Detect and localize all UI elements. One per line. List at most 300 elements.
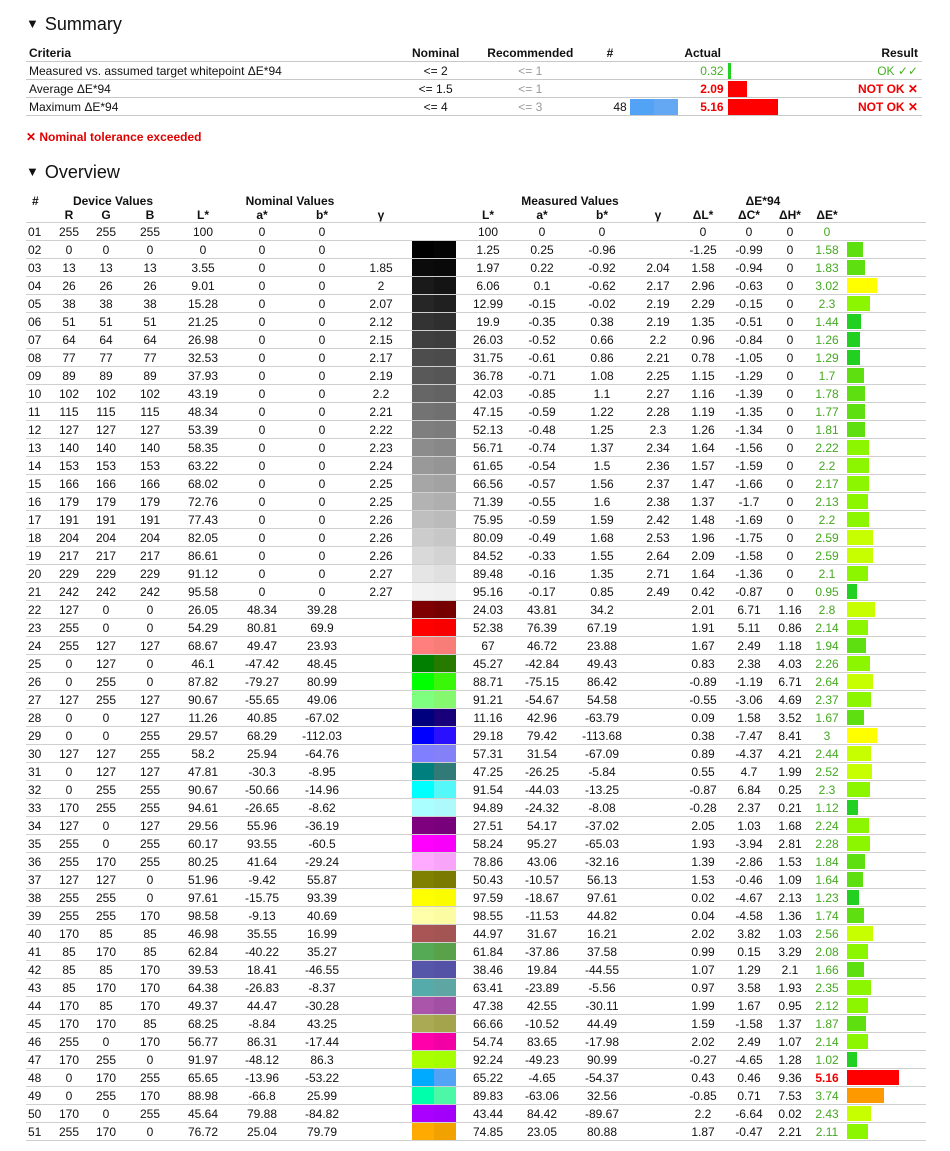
device-g-cell: 77 bbox=[84, 349, 128, 367]
delta-e-cell: 2.13 bbox=[808, 493, 846, 511]
device-g-cell: 255 bbox=[84, 781, 128, 799]
nominal-b-cell: 0 bbox=[290, 493, 354, 511]
delta-c-cell: -0.15 bbox=[726, 295, 772, 313]
delta-c-cell: 2.49 bbox=[726, 1033, 772, 1051]
device-g-cell: 170 bbox=[84, 1015, 128, 1033]
measured-gamma-cell: 2.37 bbox=[636, 475, 680, 493]
delta-c-cell: -2.86 bbox=[726, 853, 772, 871]
color-swatch bbox=[412, 223, 456, 240]
col-delta-c: ΔC* bbox=[738, 208, 760, 222]
device-b-cell: 170 bbox=[128, 997, 172, 1015]
measured-a-cell: 79.42 bbox=[516, 727, 568, 745]
delta-c-cell: 4.7 bbox=[726, 763, 772, 781]
measured-a-cell: 42.96 bbox=[516, 709, 568, 727]
table-row bbox=[26, 295, 926, 313]
nominal-l-cell: 26.05 bbox=[172, 601, 234, 619]
delta-e-bar bbox=[847, 800, 858, 815]
color-swatch-cell bbox=[408, 583, 460, 601]
nominal-tolerance-note: ✕ Nominal tolerance exceeded bbox=[26, 130, 202, 144]
delta-l-cell: 0.42 bbox=[680, 583, 726, 601]
measured-gamma-cell bbox=[636, 745, 680, 763]
nominal-a-cell: 18.41 bbox=[234, 961, 290, 979]
delta-e-cell: 2.14 bbox=[808, 619, 846, 637]
delta-e-bar bbox=[847, 890, 859, 905]
row-number-cell: 05 bbox=[26, 295, 54, 313]
measured-b-cell: -13.25 bbox=[568, 781, 636, 799]
nominal-a-cell: 0 bbox=[234, 493, 290, 511]
delta-h-cell: 0 bbox=[772, 493, 808, 511]
delta-h-cell: 1.03 bbox=[772, 925, 808, 943]
nominal-l-cell: 68.02 bbox=[172, 475, 234, 493]
device-r-cell: 191 bbox=[54, 511, 84, 529]
nominal-b-cell: 0 bbox=[290, 367, 354, 385]
device-b-cell: 0 bbox=[128, 871, 172, 889]
nominal-gamma-cell: 2.17 bbox=[354, 349, 408, 367]
device-r-cell: 255 bbox=[54, 637, 84, 655]
device-g-cell: 127 bbox=[84, 421, 128, 439]
nominal-gamma-cell: 2.27 bbox=[354, 583, 408, 601]
nominal-b-cell: 0 bbox=[290, 457, 354, 475]
nominal-a-cell: 68.29 bbox=[234, 727, 290, 745]
row-number-cell: 16 bbox=[26, 493, 54, 511]
measured-l-cell: 6.06 bbox=[460, 277, 516, 295]
nominal-gamma-cell: 2.07 bbox=[354, 295, 408, 313]
delta-h-cell: 0 bbox=[772, 241, 808, 259]
device-g-cell: 170 bbox=[84, 943, 128, 961]
delta-e-bar-cell bbox=[846, 529, 926, 547]
summary-row bbox=[26, 62, 922, 80]
nominal-l-cell: 68.67 bbox=[172, 637, 234, 655]
nominal-b-cell: -84.82 bbox=[290, 1105, 354, 1123]
color-swatch bbox=[412, 889, 456, 906]
delta-e-bar-cell bbox=[846, 619, 926, 637]
device-b-cell: 255 bbox=[128, 1105, 172, 1123]
row-number-cell: 28 bbox=[26, 709, 54, 727]
measured-l-cell: 58.24 bbox=[460, 835, 516, 853]
delta-e-cell: 1.58 bbox=[808, 241, 846, 259]
nominal-l-cell: 54.29 bbox=[172, 619, 234, 637]
actual-bar-cell bbox=[728, 62, 783, 80]
measured-b-cell: 1.1 bbox=[568, 385, 636, 403]
color-swatch-cell bbox=[408, 313, 460, 331]
delta-e-cell: 2.2 bbox=[808, 511, 846, 529]
measured-gamma-cell bbox=[636, 925, 680, 943]
table-row bbox=[26, 277, 926, 295]
measured-b-cell: -30.11 bbox=[568, 997, 636, 1015]
row-number-cell: 32 bbox=[26, 781, 54, 799]
measured-b-cell: 0.66 bbox=[568, 331, 636, 349]
color-swatch-cell bbox=[408, 511, 460, 529]
measured-l-cell: 11.16 bbox=[460, 709, 516, 727]
delta-e-bar bbox=[847, 638, 866, 653]
delta-c-cell: -4.37 bbox=[726, 745, 772, 763]
measured-gamma-cell bbox=[636, 691, 680, 709]
measured-gamma-cell bbox=[636, 871, 680, 889]
measured-l-cell: 12.99 bbox=[460, 295, 516, 313]
row-number-cell: 15 bbox=[26, 475, 54, 493]
color-swatch-cell bbox=[408, 601, 460, 619]
delta-h-cell: 0 bbox=[772, 367, 808, 385]
overview-group-header-row bbox=[26, 194, 926, 208]
measured-gamma-cell bbox=[636, 619, 680, 637]
nominal-gamma-cell bbox=[354, 1123, 408, 1141]
measured-b-cell: 1.59 bbox=[568, 511, 636, 529]
delta-e-bar-cell bbox=[846, 853, 926, 871]
delta-e-bar bbox=[847, 278, 877, 293]
table-row bbox=[26, 943, 926, 961]
nominal-a-cell: 0 bbox=[234, 565, 290, 583]
delta-l-cell: 2.05 bbox=[680, 817, 726, 835]
delta-e-cell: 1.66 bbox=[808, 961, 846, 979]
col-measured-b: b* bbox=[596, 208, 608, 222]
actual-bar-cell bbox=[728, 98, 783, 116]
device-r-cell: 0 bbox=[54, 1087, 84, 1105]
row-number-cell: 09 bbox=[26, 367, 54, 385]
color-swatch-cell bbox=[408, 1069, 460, 1087]
measured-b-cell: 32.56 bbox=[568, 1087, 636, 1105]
delta-e-cell: 2.22 bbox=[808, 439, 846, 457]
device-r-cell: 13 bbox=[54, 259, 84, 277]
device-r-cell: 140 bbox=[54, 439, 84, 457]
measured-a-cell: -0.49 bbox=[516, 529, 568, 547]
device-b-cell: 166 bbox=[128, 475, 172, 493]
delta-e-bar bbox=[847, 1052, 857, 1067]
device-r-cell: 255 bbox=[54, 889, 84, 907]
nominal-gamma-cell: 2.19 bbox=[354, 367, 408, 385]
measured-gamma-cell bbox=[636, 655, 680, 673]
delta-c-cell: -0.63 bbox=[726, 277, 772, 295]
measured-b-cell: -5.84 bbox=[568, 763, 636, 781]
nominal-b-cell: 0 bbox=[290, 331, 354, 349]
nominal-a-cell: 49.47 bbox=[234, 637, 290, 655]
measured-gamma-cell bbox=[636, 1051, 680, 1069]
measured-a-cell: -0.48 bbox=[516, 421, 568, 439]
table-row bbox=[26, 349, 926, 367]
delta-l-cell: 2.02 bbox=[680, 925, 726, 943]
device-b-cell: 127 bbox=[128, 817, 172, 835]
nominal-a-cell: 25.04 bbox=[234, 1123, 290, 1141]
measured-l-cell: 47.38 bbox=[460, 997, 516, 1015]
measured-gamma-cell bbox=[636, 673, 680, 691]
delta-l-cell: 2.96 bbox=[680, 277, 726, 295]
nominal-a-cell: 40.85 bbox=[234, 709, 290, 727]
device-g-cell: 0 bbox=[84, 817, 128, 835]
delta-e-cell: 1.87 bbox=[808, 1015, 846, 1033]
measured-a-cell: -10.52 bbox=[516, 1015, 568, 1033]
device-r-cell: 166 bbox=[54, 475, 84, 493]
delta-e-bar bbox=[847, 1124, 868, 1139]
color-swatch-cell bbox=[408, 745, 460, 763]
nominal-b-cell: 0 bbox=[290, 259, 354, 277]
delta-c-cell: -1.56 bbox=[726, 439, 772, 457]
delta-c-cell: 1.29 bbox=[726, 961, 772, 979]
measured-b-cell: -17.98 bbox=[568, 1033, 636, 1051]
delta-l-cell: 0.96 bbox=[680, 331, 726, 349]
nominal-b-cell: 0 bbox=[290, 439, 354, 457]
device-b-cell: 170 bbox=[128, 1087, 172, 1105]
device-r-cell: 115 bbox=[54, 403, 84, 421]
color-swatch-cell bbox=[408, 907, 460, 925]
overview-rows bbox=[26, 223, 926, 1141]
nominal-a-cell: 0 bbox=[234, 583, 290, 601]
device-b-cell: 153 bbox=[128, 457, 172, 475]
delta-e-cell: 2.8 bbox=[808, 601, 846, 619]
delta-l-cell: 0.89 bbox=[680, 745, 726, 763]
nominal-a-cell: 0 bbox=[234, 331, 290, 349]
color-swatch-cell bbox=[408, 637, 460, 655]
row-number-cell: 25 bbox=[26, 655, 54, 673]
nominal-a-cell: 48.34 bbox=[234, 601, 290, 619]
device-g-cell: 115 bbox=[84, 403, 128, 421]
measured-gamma-cell: 2.2 bbox=[636, 331, 680, 349]
delta-e-bar-cell bbox=[846, 835, 926, 853]
nominal-l-cell: 58.2 bbox=[172, 745, 234, 763]
nominal-l-cell: 11.26 bbox=[172, 709, 234, 727]
measured-a-cell: 43.06 bbox=[516, 853, 568, 871]
delta-e-bar-cell bbox=[846, 1069, 926, 1087]
color-swatch bbox=[412, 259, 456, 276]
delta-c-cell: 1.67 bbox=[726, 997, 772, 1015]
measured-a-cell: -10.57 bbox=[516, 871, 568, 889]
measured-l-cell: 91.54 bbox=[460, 781, 516, 799]
measured-b-cell: 49.43 bbox=[568, 655, 636, 673]
nominal-b-cell: 0 bbox=[290, 277, 354, 295]
nominal-b-cell: -8.95 bbox=[290, 763, 354, 781]
color-swatch bbox=[412, 979, 456, 996]
device-b-cell: 127 bbox=[128, 637, 172, 655]
color-swatch bbox=[412, 457, 456, 474]
nominal-l-cell: 68.25 bbox=[172, 1015, 234, 1033]
result-header: Result bbox=[881, 45, 918, 60]
row-number-cell: 23 bbox=[26, 619, 54, 637]
nominal-gamma-cell bbox=[354, 961, 408, 979]
delta-e-bar-cell bbox=[846, 673, 926, 691]
color-swatch bbox=[412, 349, 456, 366]
device-g-cell: 127 bbox=[84, 763, 128, 781]
delta-l-cell: 1.64 bbox=[680, 565, 726, 583]
color-swatch bbox=[412, 1123, 456, 1140]
table-row bbox=[26, 529, 926, 547]
overview-heading[interactable] bbox=[26, 162, 120, 183]
measured-gamma-cell bbox=[636, 1105, 680, 1123]
measured-a-cell: -11.53 bbox=[516, 907, 568, 925]
table-row bbox=[26, 493, 926, 511]
measured-l-cell: 89.48 bbox=[460, 565, 516, 583]
device-r-cell: 26 bbox=[54, 277, 84, 295]
delta-e-cell: 5.16 bbox=[808, 1069, 846, 1087]
delta-c-cell: 3.58 bbox=[726, 979, 772, 997]
delta-e-cell: 1.94 bbox=[808, 637, 846, 655]
nominal-b-cell: -46.55 bbox=[290, 961, 354, 979]
delta-e-bar-cell bbox=[846, 385, 926, 403]
device-b-cell: 0 bbox=[128, 619, 172, 637]
color-swatch-cell bbox=[408, 763, 460, 781]
table-row bbox=[26, 655, 926, 673]
delta-e94-header: ΔE*94 bbox=[745, 194, 781, 208]
nominal-l-cell: 63.22 bbox=[172, 457, 234, 475]
nominal-a-cell: -40.22 bbox=[234, 943, 290, 961]
delta-e-cell: 1.77 bbox=[808, 403, 846, 421]
measured-l-cell: 26.03 bbox=[460, 331, 516, 349]
measured-a-cell: -63.06 bbox=[516, 1087, 568, 1105]
delta-e-bar bbox=[847, 620, 868, 635]
table-row bbox=[26, 799, 926, 817]
color-swatch-cell bbox=[408, 331, 460, 349]
measured-b-cell: -67.09 bbox=[568, 745, 636, 763]
device-r-cell: 0 bbox=[54, 727, 84, 745]
color-swatch-cell bbox=[408, 673, 460, 691]
device-r-cell: 242 bbox=[54, 583, 84, 601]
nominal-l-cell: 43.19 bbox=[172, 385, 234, 403]
delta-e-cell: 2.3 bbox=[808, 295, 846, 313]
device-r-cell: 170 bbox=[54, 997, 84, 1015]
criteria-cell: Maximum ΔE*94 bbox=[26, 98, 401, 116]
delta-h-cell: 1.68 bbox=[772, 817, 808, 835]
color-swatch bbox=[412, 763, 456, 780]
device-r-cell: 229 bbox=[54, 565, 84, 583]
delta-h-cell: 0 bbox=[772, 583, 808, 601]
measured-l-cell: 75.95 bbox=[460, 511, 516, 529]
color-swatch-cell bbox=[408, 835, 460, 853]
device-r-cell: 127 bbox=[54, 745, 84, 763]
table-row bbox=[26, 979, 926, 997]
device-b-cell: 170 bbox=[128, 1033, 172, 1051]
delta-l-cell: 1.53 bbox=[680, 871, 726, 889]
delta-h-cell: 0 bbox=[772, 223, 808, 241]
delta-e-bar-cell bbox=[846, 997, 926, 1015]
measured-b-cell: 1.6 bbox=[568, 493, 636, 511]
delta-e-cell: 0.95 bbox=[808, 583, 846, 601]
delta-h-cell: 1.37 bbox=[772, 1015, 808, 1033]
delta-c-cell: 2.49 bbox=[726, 637, 772, 655]
nominal-values-header: Nominal Values bbox=[245, 194, 335, 208]
nominal-gamma-cell: 2.25 bbox=[354, 475, 408, 493]
delta-c-cell: -4.65 bbox=[726, 1051, 772, 1069]
device-b-cell: 85 bbox=[128, 943, 172, 961]
measured-a-cell: 46.72 bbox=[516, 637, 568, 655]
delta-c-cell: -1.75 bbox=[726, 529, 772, 547]
measured-b-cell: -0.92 bbox=[568, 259, 636, 277]
row-number-cell: 02 bbox=[26, 241, 54, 259]
color-swatch-cell bbox=[408, 853, 460, 871]
summary-heading[interactable] bbox=[26, 14, 122, 35]
measured-l-cell: 36.78 bbox=[460, 367, 516, 385]
nominal-l-cell: 80.25 bbox=[172, 853, 234, 871]
delta-l-cell: 2.29 bbox=[680, 295, 726, 313]
measured-l-cell: 61.65 bbox=[460, 457, 516, 475]
measured-b-cell: 0.86 bbox=[568, 349, 636, 367]
delta-h-cell: 2.81 bbox=[772, 835, 808, 853]
delta-l-cell: 0 bbox=[680, 223, 726, 241]
color-swatch bbox=[412, 421, 456, 438]
measured-a-cell: -0.57 bbox=[516, 475, 568, 493]
color-swatch-cell bbox=[408, 547, 460, 565]
device-g-cell: 102 bbox=[84, 385, 128, 403]
device-r-cell: 0 bbox=[54, 763, 84, 781]
delta-c-cell: -0.46 bbox=[726, 871, 772, 889]
delta-e-bar bbox=[847, 710, 864, 725]
nominal-l-cell: 29.57 bbox=[172, 727, 234, 745]
color-swatch bbox=[412, 1033, 456, 1050]
color-swatch-cell bbox=[408, 727, 460, 745]
measured-b-cell: 1.35 bbox=[568, 565, 636, 583]
row-number-cell: 24 bbox=[26, 637, 54, 655]
device-values-header: Device Values bbox=[72, 194, 154, 208]
nominal-l-cell: 76.72 bbox=[172, 1123, 234, 1141]
nominal-b-cell: -53.22 bbox=[290, 1069, 354, 1087]
measured-gamma-cell bbox=[636, 961, 680, 979]
delta-l-cell: 0.83 bbox=[680, 655, 726, 673]
col-nominal-b: b* bbox=[316, 208, 328, 222]
delta-e-bar-cell bbox=[846, 799, 926, 817]
nominal-b-cell: 79.79 bbox=[290, 1123, 354, 1141]
actual-bar-cell bbox=[728, 80, 783, 98]
criteria-header: Criteria bbox=[29, 45, 72, 60]
color-swatch bbox=[412, 691, 456, 708]
delta-e-cell: 0 bbox=[808, 223, 846, 241]
table-row bbox=[26, 889, 926, 907]
col-nominal-a: a* bbox=[256, 208, 268, 222]
row-number-cell: 37 bbox=[26, 871, 54, 889]
delta-e-bar-cell bbox=[846, 349, 926, 367]
nominal-l-cell: 87.82 bbox=[172, 673, 234, 691]
device-g-cell: 0 bbox=[84, 1105, 128, 1123]
delta-c-cell: 1.03 bbox=[726, 817, 772, 835]
measured-l-cell: 1.97 bbox=[460, 259, 516, 277]
nominal-a-cell: 0 bbox=[234, 385, 290, 403]
delta-h-cell: 0.25 bbox=[772, 781, 808, 799]
color-swatch-cell bbox=[408, 1105, 460, 1123]
measured-gamma-cell: 2.3 bbox=[636, 421, 680, 439]
nominal-l-cell: 26.98 bbox=[172, 331, 234, 349]
nominal-l-cell: 77.43 bbox=[172, 511, 234, 529]
device-r-cell: 170 bbox=[54, 799, 84, 817]
device-g-cell: 64 bbox=[84, 331, 128, 349]
delta-e-bar-cell bbox=[846, 745, 926, 763]
measured-l-cell: 98.55 bbox=[460, 907, 516, 925]
color-swatch bbox=[412, 313, 456, 330]
measured-b-cell: 67.19 bbox=[568, 619, 636, 637]
device-b-cell: 0 bbox=[128, 655, 172, 673]
measured-l-cell: 52.38 bbox=[460, 619, 516, 637]
delta-c-cell: 6.84 bbox=[726, 781, 772, 799]
delta-l-cell: -1.25 bbox=[680, 241, 726, 259]
device-b-cell: 255 bbox=[128, 835, 172, 853]
measured-l-cell: 74.85 bbox=[460, 1123, 516, 1141]
table-row bbox=[26, 475, 926, 493]
delta-c-cell: -1.05 bbox=[726, 349, 772, 367]
count-swatch-cell bbox=[630, 98, 678, 116]
col-r: R bbox=[64, 208, 74, 222]
nominal-a-cell: -47.42 bbox=[234, 655, 290, 673]
delta-l-cell: 0.38 bbox=[680, 727, 726, 745]
color-swatch bbox=[412, 583, 456, 600]
device-g-cell: 0 bbox=[84, 241, 128, 259]
color-swatch-cell bbox=[408, 1033, 460, 1051]
delta-e-bar bbox=[847, 836, 870, 851]
nominal-l-cell: 64.38 bbox=[172, 979, 234, 997]
nominal-gamma-cell bbox=[354, 871, 408, 889]
measured-a-cell: 0.1 bbox=[516, 277, 568, 295]
row-number-cell: 45 bbox=[26, 1015, 54, 1033]
nominal-cell: <= 1.5 bbox=[401, 80, 471, 98]
delta-l-cell: 1.26 bbox=[680, 421, 726, 439]
delta-l-cell: 1.93 bbox=[680, 835, 726, 853]
delta-e-bar-cell bbox=[846, 763, 926, 781]
device-r-cell: 255 bbox=[54, 223, 84, 241]
table-row bbox=[26, 511, 926, 529]
delta-e-bar-cell bbox=[846, 727, 926, 745]
